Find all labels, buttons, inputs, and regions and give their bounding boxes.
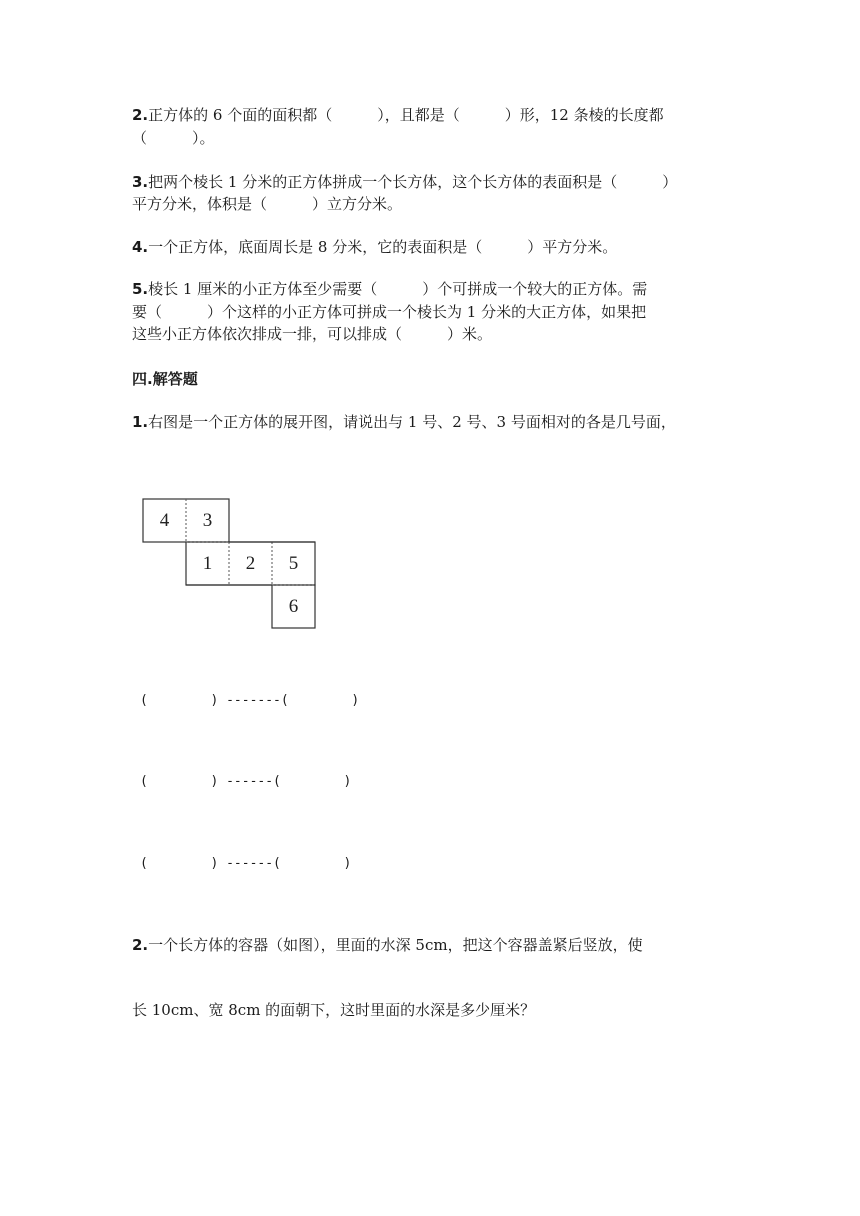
question-text: 长 10cm、宽 8cm 的面朝下，这时里面的水深是多少厘米？: [132, 1001, 536, 1019]
question-text: 一个长方体的容器（如图），里面的水深 5cm，把这个容器盖紧后竖放，使: [148, 936, 643, 954]
question-number: 1.: [132, 413, 149, 431]
question-text: 棱长 1 厘米的小正方体至少需要（ ）个可拼成一个较大的正方体。需: [148, 280, 648, 298]
question-text: 把两个棱长 1 分米的正方体拼成一个长方体，这个长方体的表面积是（ ）: [148, 173, 678, 191]
pair-answer-1: ( ) -------( ): [140, 693, 360, 708]
question-number: 5.: [132, 280, 149, 298]
question-number: 4.: [132, 238, 149, 256]
net-face-5: 5: [288, 552, 299, 574]
net-face-4: 4: [159, 509, 170, 531]
net-face-1: 1: [202, 552, 213, 574]
section-title: 四.解答题: [132, 370, 198, 388]
net-face-6: 6: [288, 595, 299, 617]
question-number: 3.: [132, 173, 149, 191]
question-text: 一个正方体，底面周长是 8 分米，它的表面积是（ ）平方分米。: [148, 238, 618, 256]
question-text: 这些小正方体依次排成一排，可以排成（ ）米。: [132, 325, 493, 343]
question-text: 平方分米，体积是（ ）立方分米。: [132, 195, 403, 213]
pair-answer-3: ( ) ------( ): [140, 856, 352, 871]
question-text: （ ）。: [132, 129, 215, 147]
answer-question-2-line-2: [132, 1000, 535, 1020]
net-face-2: 2: [245, 552, 256, 574]
question-number: 2.: [132, 936, 149, 954]
question-text: 右图是一个正方体的展开图，请说出与 1 号、2 号、3 号面相对的各是几号面，: [148, 413, 676, 431]
pair-answer-2: ( ) ------( ): [140, 774, 352, 789]
question-text: 正方体的 6 个面的面积都（ ），且都是（ ）形，12 条棱的长度都: [148, 106, 664, 124]
answer-question-2-line-1: [132, 935, 643, 955]
question-number: 2.: [132, 106, 149, 124]
net-face-3: 3: [202, 509, 213, 531]
question-text: 要（ ）个这样的小正方体可拼成一个棱长为 1 分米的大正方体，如果把: [132, 303, 647, 321]
